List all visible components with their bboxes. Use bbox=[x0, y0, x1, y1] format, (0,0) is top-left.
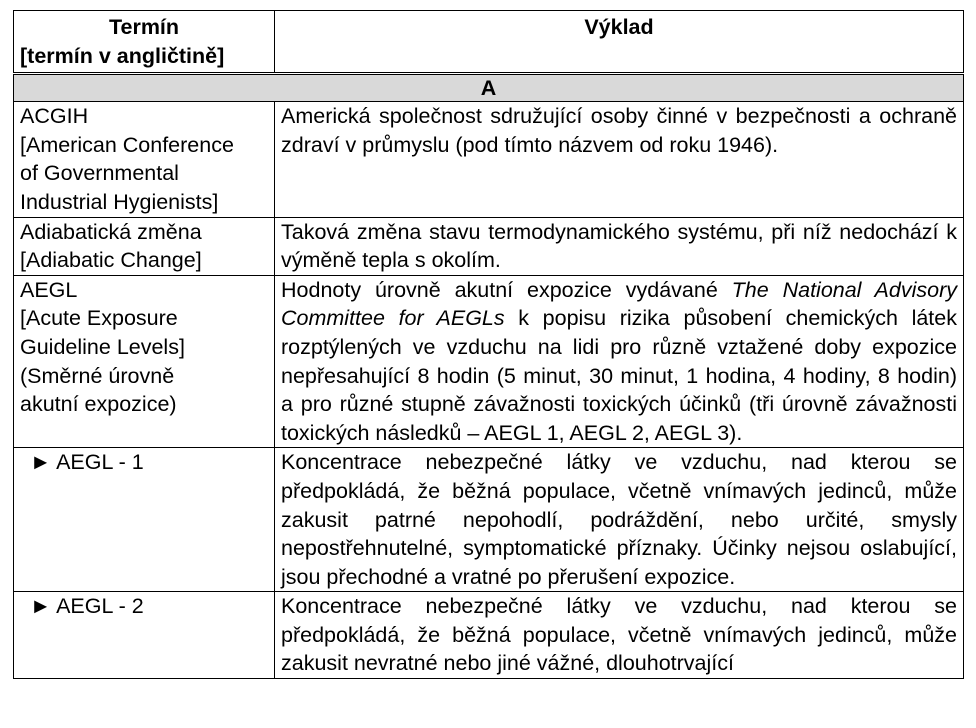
sub-term-cell bbox=[14, 448, 275, 592]
term-cell bbox=[14, 217, 275, 275]
table-row bbox=[14, 448, 964, 592]
term-line: AEGL bbox=[20, 277, 78, 302]
term-line: [Adiabatic Change] bbox=[20, 248, 202, 273]
term-line: akutní expozice) bbox=[20, 392, 177, 417]
term-cell bbox=[14, 275, 275, 448]
term-line: ► AEGL - 1 bbox=[30, 450, 144, 475]
term-line: ACGIH bbox=[20, 104, 89, 129]
term-line: Adiabatická změna bbox=[20, 219, 202, 244]
definition-text: Hodnoty úrovně akutní expozice vydávané bbox=[281, 277, 732, 302]
section-letter-row bbox=[14, 74, 964, 102]
table-row bbox=[14, 217, 964, 275]
definition-cell bbox=[275, 275, 964, 448]
term-line: Guideline Levels] bbox=[20, 334, 185, 359]
term-line: Industrial Hygienists] bbox=[20, 189, 219, 214]
term-line: (Směrné úrovně bbox=[20, 363, 175, 388]
definition-cell: Taková změna stavu termodynamického systému, při níž nedochází k výměně tepla s okolím. bbox=[275, 217, 964, 275]
term-line: [American Conference bbox=[20, 132, 234, 157]
definition-cell: Koncentrace nebezpečné látky ve vzduchu, nad kterou se předpokládá, že běžná populace, včetně vnímavých jedinců, může zakusit patrné nepohodlí, podráždění, nebo určité, smysly nepostřehnutelné, symptomatické příznaky. Účinky nejsou oslabující, jsou přechodné a vratné po přerušení expozice. bbox=[275, 448, 964, 592]
table-row bbox=[14, 592, 964, 679]
term-line: of Governmental bbox=[20, 161, 179, 186]
term-line: [Acute Exposure bbox=[20, 306, 178, 331]
sub-term-cell bbox=[14, 592, 275, 679]
definition-cell: Koncentrace nebezpečné látky ve vzduchu, nad kterou se předpokládá, že běžná populace, včetně vnímavých jedinců, může zakusit nevratné nebo jiné vážné, dlouhotrvající bbox=[275, 592, 964, 679]
term-column-header bbox=[14, 11, 275, 74]
section-letter: A bbox=[14, 74, 964, 102]
table-row bbox=[14, 275, 964, 448]
definition-emphasis: The National Advisory Committee for AEGLs bbox=[281, 277, 957, 331]
term-cell bbox=[14, 102, 275, 217]
term-line: ► AEGL - 2 bbox=[30, 594, 144, 619]
glossary-table bbox=[13, 10, 964, 679]
table-row bbox=[14, 102, 964, 217]
definition-text: k popisu rizika působení chemických látek rozptýlených ve vzduchu na lidi pro různě vztažené doby expozice nepřesahující 8 hodin (5 minut, 30 minut, 1 hodina, 4 hodiny, 8 hodin) a pro různé stupně závažnosti toxických účinků (tři úrovně závažnosti toxických následků – AEGL 1, AEGL 2, AEGL 3). bbox=[281, 306, 957, 445]
term-header-line1: Termín bbox=[108, 15, 180, 39]
definition-column-header: Výklad bbox=[275, 11, 964, 74]
term-header-line2: [termín v angličtině] bbox=[20, 43, 225, 68]
definition-cell: Americká společnost sdružující osoby činné v bezpečnosti a ochraně zdraví v průmyslu (pod tímto názvem od roku 1946). bbox=[275, 102, 964, 217]
header-row bbox=[14, 11, 964, 74]
